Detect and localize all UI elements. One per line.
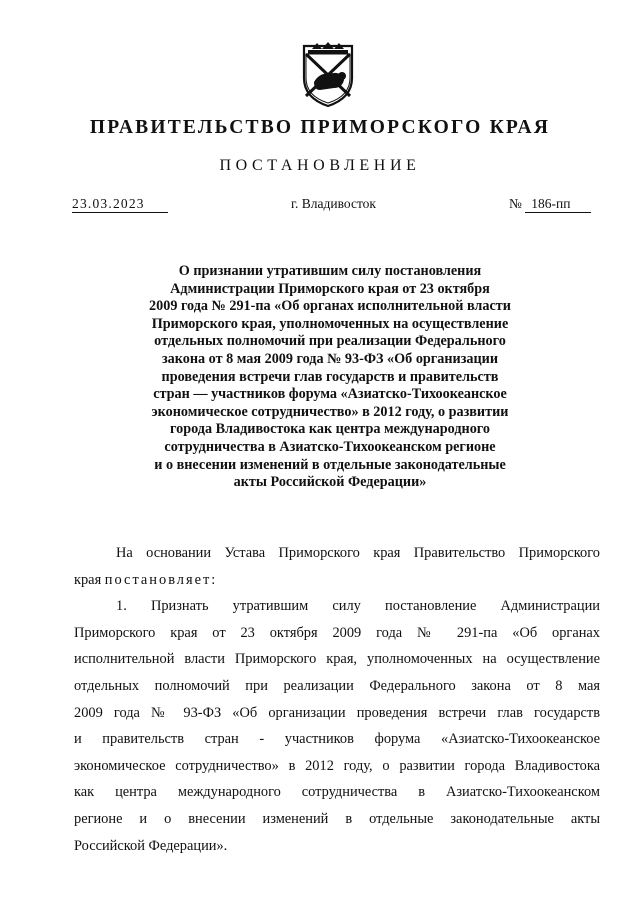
subject-line: Приморского края, уполномоченных на осуществление: [151, 315, 509, 332]
subject-line: проведения встречи глав государств и правительств: [161, 368, 499, 385]
number-value: 186-пп: [525, 196, 591, 213]
coat-of-arms-icon: [300, 40, 356, 108]
item-line: Российской Федерации».: [74, 837, 228, 854]
item-line: Приморского края от 23 октября 2009 года № 291-па «Об органах: [74, 624, 600, 641]
intro-line: [74, 567, 600, 594]
document-number: [509, 196, 591, 213]
subject-line: О признании утратившим силу постановления: [178, 263, 482, 279]
intro-line: На основании Устава Приморского края Правительство Приморского: [116, 545, 600, 561]
subject-line: и о внесении изменений в отдельные законодательные: [154, 456, 506, 473]
subject-line: стран — участников форума «Азиатско-Тихоокеанское: [153, 386, 507, 403]
subject-line: закона от 8 мая 2009 года № 93-ФЗ «Об организации: [161, 350, 499, 367]
item-line: экономическое сотрудничество» в 2012 году, о развитии города Владивостока: [74, 757, 600, 774]
item-line: отдельных полномочий при реализации Федерального закона от 8 мая: [74, 677, 600, 694]
item-line: и правительств стран - участников форума «Азиатско-Тихоокеанское: [74, 731, 600, 748]
subject-line: отдельных полномочий при реализации Федерального: [154, 333, 506, 350]
intro-text: края: [74, 571, 105, 588]
item-line: регионе и о внесении изменений в отдельные законодательные акты: [74, 810, 600, 827]
document-city: г. Владивосток: [291, 196, 376, 211]
subject-line: города Владивостока как центра международного: [170, 421, 490, 438]
item-line: 1. Признать утратившим силу постановление Администрации: [116, 598, 600, 615]
subject-line: экономическое сотрудничество» в 2012 году, о развитии: [151, 403, 509, 420]
government-title: ПРАВИТЕЛЬСТВО ПРИМОРСКОГО КРАЯ: [89, 117, 551, 138]
document-body: [74, 540, 600, 859]
subject-line: 2009 года № 291-па «Об органах исполнительной власти: [149, 298, 511, 315]
resolution-word: постановляет:: [104, 571, 218, 588]
item-line: исполнительной власти Приморского края, уполномоченных на осуществление: [74, 651, 600, 668]
subject-line: сотрудничества в Азиатско-Тихоокеанском регионе: [164, 438, 496, 455]
number-sign: №: [509, 196, 522, 211]
item-line: 2009 года № 93-ФЗ «Об организации проведения встречи глав государств: [74, 704, 600, 721]
subject-line: акты Российской Федерации»: [233, 474, 427, 491]
document-type: ПОСТАНОВЛЕНИЕ: [219, 157, 421, 174]
item-line: как центра международного сотрудничества в Азиатско-Тихоокеанском: [74, 784, 600, 801]
subject-line: Администрации Приморского края от 23 октября: [170, 280, 490, 297]
document-date: 23.03.2023: [72, 196, 168, 213]
document-subject: [120, 263, 540, 492]
